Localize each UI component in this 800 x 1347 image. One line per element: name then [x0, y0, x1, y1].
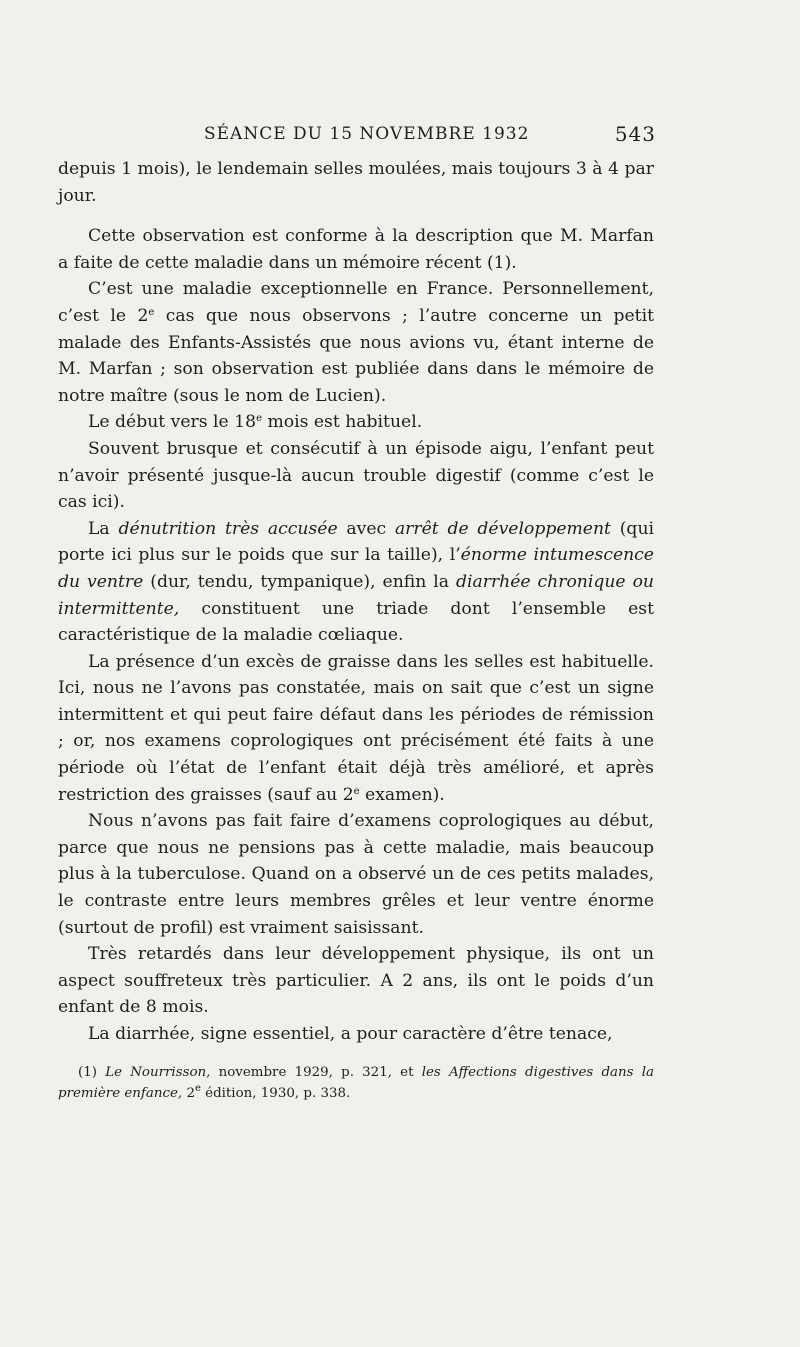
paragraph [58, 409, 654, 436]
paragraph [58, 223, 654, 276]
paragraph [58, 808, 654, 941]
running-header [58, 120, 654, 156]
text-run: C’est une maladie exceptionnelle en France. Personnellement, c’est le 2 [58, 279, 654, 326]
italic-text: arrêt de développement [394, 518, 611, 539]
text-run: Cette observation est conforme à la description que M. Marfan a faite de cette maladie dans un mémoire récent (1). [58, 226, 654, 273]
italic-text: diarrhée chronique ou intermittente, [58, 571, 654, 619]
footnote [58, 1062, 654, 1104]
body-text [58, 156, 654, 1048]
text-run: constituent une triade dont l’ensemble est caractéristique de la maladie cœliaque. [58, 598, 654, 646]
paragraph [58, 276, 654, 409]
text-run: Le début vers le 18 [88, 412, 257, 433]
text-run: La présence d’un excès de graisse dans les selles est habituelle. Ici, nous ne l’avons pas constatée, mais on sait que c’est un signe intermittent et qui peut faire défaut dans les périodes de rémission ; or, nos examens coprologiques ont précisément été faits à une période où l’état de l’enfant était déjà très amélioré, et après restriction des graisses (sauf au 2 [58, 651, 654, 805]
superscript: e [256, 413, 262, 425]
text-run: examen). [359, 784, 445, 805]
paragraph [58, 1021, 654, 1048]
text-run: (1) [78, 1064, 106, 1080]
italic-text: les Affections digestives dans la première enfance, [58, 1064, 654, 1101]
page-content [58, 120, 654, 1104]
text-run: (qui porte ici plus sur le poids que sur la taille), l’ [58, 518, 655, 566]
superscript: e [148, 306, 155, 318]
text-run: La [88, 518, 119, 539]
text-run: depuis 1 mois), le lendemain selles moulées, mais toujours 3 à 4 par jour. [58, 159, 654, 206]
text-run: Très retardés dans leur développement physique, ils ont un aspect souffreteux très particulier. A 2 ans, ils ont le poids d’un enfant de 8 mois. [58, 944, 654, 1018]
text-run: La diarrhée, signe essentiel, a pour caractère d’être tenace, [88, 1024, 613, 1044]
footnotes [58, 1062, 654, 1104]
text-run: mois est habituel. [261, 412, 423, 433]
text-run: (dur, tendu, tympanique), enfin la [143, 571, 456, 592]
italic-text: Le Nourrisson, [105, 1064, 211, 1080]
paragraph [58, 156, 654, 209]
running-title: SÉANCE DU 15 NOVEMBRE 1932 [204, 124, 530, 144]
text-run: Souvent brusque et consécutif à un épisode aigu, l’enfant peut n’avoir présenté jusque-là aucun trouble digestif (comme c’est le cas ici). [58, 438, 654, 513]
paragraph [58, 436, 654, 516]
text-run: Nous n’avons pas fait faire d’examens coprologiques au début, parce que nous ne pensions pas à cette maladie, mais beaucoup plus à la tuberculose. Quand on a observé un de ces petits malades, le contraste entre leurs membres grêles et leur ventre énorme (surtout de profil) est vraiment saisissant. [58, 811, 654, 938]
paragraph [58, 941, 654, 1021]
italic-text: dénutrition très accusée [118, 518, 338, 539]
italic-text: énorme intumescence du ventre [58, 545, 654, 592]
superscript: e [194, 1082, 201, 1094]
text-run: 2 [182, 1085, 195, 1101]
paragraph [58, 516, 654, 649]
text-run: avec [337, 518, 395, 539]
paragraph [58, 649, 654, 809]
text-run: édition, 1930, p. 338. [200, 1085, 351, 1101]
superscript: e [353, 785, 360, 797]
text-run: cas que nous observons ; l’autre concerne un petit malade des Enfants-Assistés que nous avions vu, étant interne de M. Marfan ; son observation est publiée dans dans le mémoire de notre maître (sous le nom de Lucien). [58, 305, 654, 406]
page-number: 543 [614, 122, 656, 146]
text-run: novembre 1929, p. 321, et [210, 1064, 422, 1080]
